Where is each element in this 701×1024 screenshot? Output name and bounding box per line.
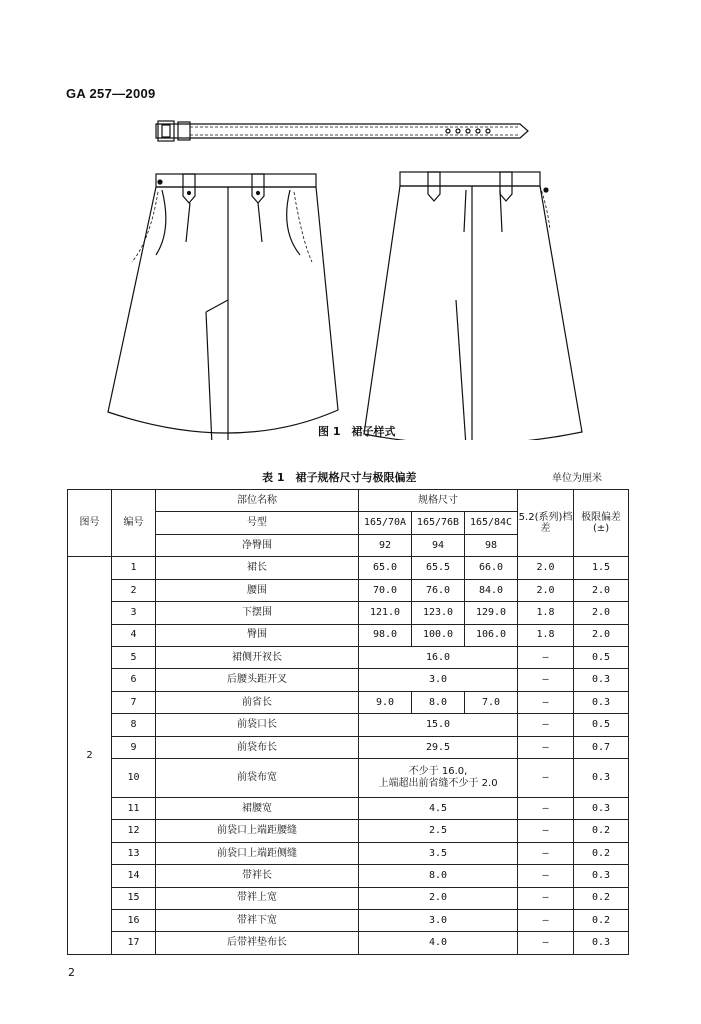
standard-code: GA 257—2009 [66, 86, 156, 101]
row-tolerance: 1.5 [574, 557, 629, 579]
row-tolerance: 0.3 [574, 865, 629, 887]
table-unit: 单位为厘米 [552, 473, 602, 484]
header-tolerance: 极限偏差(±) [574, 490, 629, 557]
belt-illustration [156, 121, 528, 141]
row-value-merged: 2.0 [359, 887, 518, 909]
row-value-merged: 4.0 [359, 932, 518, 955]
row-value-merged: 3.0 [359, 909, 518, 931]
row-grade: 2.0 [518, 557, 574, 579]
table-caption: 表 1 裙子规格尺寸与极限偏差 [262, 471, 417, 484]
row-tolerance: 2.0 [574, 624, 629, 646]
row-no: 10 [112, 759, 156, 798]
row-grade: — [518, 714, 574, 736]
back-skirt [364, 172, 582, 440]
row-no: 4 [112, 624, 156, 646]
net-hip-1: 92 [359, 534, 412, 556]
row-tolerance: 0.3 [574, 691, 629, 713]
net-hip-2: 94 [412, 534, 465, 556]
row-no: 12 [112, 820, 156, 842]
row-name: 裙腰宽 [156, 797, 359, 819]
row-name: 裙侧开衩长 [156, 646, 359, 668]
row-tolerance: 0.2 [574, 842, 629, 864]
row-grade: 1.8 [518, 602, 574, 624]
row-tolerance: 0.5 [574, 646, 629, 668]
size-3: 165/84C [465, 512, 518, 534]
figure-ref: 2 [68, 557, 112, 955]
row-no: 6 [112, 669, 156, 691]
row-value: 106.0 [465, 624, 518, 646]
row-value: 100.0 [412, 624, 465, 646]
row-grade: — [518, 797, 574, 819]
row-name: 前袋口长 [156, 714, 359, 736]
row-tolerance: 0.3 [574, 759, 629, 798]
row-name: 腰围 [156, 579, 359, 601]
row-value: 84.0 [465, 579, 518, 601]
row-tolerance: 0.3 [574, 669, 629, 691]
row-grade: 1.8 [518, 624, 574, 646]
row-tolerance: 0.3 [574, 932, 629, 955]
row-grade: 2.0 [518, 579, 574, 601]
row-no: 14 [112, 865, 156, 887]
size-2: 165/76B [412, 512, 465, 534]
row-value-merged [359, 759, 518, 798]
row-grade: — [518, 759, 574, 798]
header-spec-size: 规格尺寸 [359, 490, 518, 512]
row-value-merged: 8.0 [359, 865, 518, 887]
row-value: 121.0 [359, 602, 412, 624]
row-name: 带袢上宽 [156, 887, 359, 909]
row-no: 16 [112, 909, 156, 931]
row-tolerance: 0.2 [574, 909, 629, 931]
row-value-merged: 3.0 [359, 669, 518, 691]
row-no: 17 [112, 932, 156, 955]
row-value: 65.5 [412, 557, 465, 579]
row-value: 9.0 [359, 691, 412, 713]
row-no: 2 [112, 579, 156, 601]
row-tolerance: 2.0 [574, 579, 629, 601]
row-tolerance: 0.3 [574, 797, 629, 819]
skirt-figure [0, 0, 701, 440]
spec-table [67, 489, 629, 955]
row-value: 123.0 [412, 602, 465, 624]
size-1: 165/70A [359, 512, 412, 534]
row-name: 下摆围 [156, 602, 359, 624]
row-value-merged: 15.0 [359, 714, 518, 736]
row-no: 1 [112, 557, 156, 579]
row-name: 前袋布宽 [156, 759, 359, 798]
row-value-merged: 2.5 [359, 820, 518, 842]
header-figure-no: 图号 [68, 490, 112, 557]
row-name: 后腰头距开叉 [156, 669, 359, 691]
row-value-merged: 4.5 [359, 797, 518, 819]
row-value-merged: 16.0 [359, 646, 518, 668]
row-grade: — [518, 887, 574, 909]
row-no: 8 [112, 714, 156, 736]
row-grade: — [518, 932, 574, 955]
row-value-merged: 3.5 [359, 842, 518, 864]
row-value: 98.0 [359, 624, 412, 646]
row-no: 5 [112, 646, 156, 668]
row-grade: — [518, 646, 574, 668]
row-value-line-2: 上端超出前省缝不少于 2.0 [378, 777, 498, 789]
row-tolerance: 0.2 [574, 820, 629, 842]
row-value: 76.0 [412, 579, 465, 601]
row-no: 15 [112, 887, 156, 909]
row-no: 3 [112, 602, 156, 624]
row-name: 前袋口上端距腰缝 [156, 820, 359, 842]
row-grade: — [518, 736, 574, 758]
row-name: 后带袢垫布长 [156, 932, 359, 955]
row-tolerance: 2.0 [574, 602, 629, 624]
row-grade: — [518, 669, 574, 691]
page-number: 2 [68, 966, 75, 979]
header-net-hip: 净臀围 [156, 534, 359, 556]
row-value: 7.0 [465, 691, 518, 713]
row-name: 带袢长 [156, 865, 359, 887]
front-skirt [108, 174, 338, 440]
row-name: 前袋口上端距侧缝 [156, 842, 359, 864]
row-name: 臀围 [156, 624, 359, 646]
row-name: 裙长 [156, 557, 359, 579]
row-no: 7 [112, 691, 156, 713]
header-size-code: 号型 [156, 512, 359, 534]
row-no: 13 [112, 842, 156, 864]
row-value-line-1: 不少于 16.0, [408, 766, 468, 778]
row-tolerance: 0.7 [574, 736, 629, 758]
row-name: 前袋布长 [156, 736, 359, 758]
row-grade: — [518, 691, 574, 713]
row-grade: — [518, 820, 574, 842]
row-grade: — [518, 842, 574, 864]
row-name: 前省长 [156, 691, 359, 713]
row-tolerance: 0.2 [574, 887, 629, 909]
row-grade: — [518, 865, 574, 887]
header-part-name: 部位名称 [156, 490, 359, 512]
row-value: 8.0 [412, 691, 465, 713]
figure-caption: 图 1 裙子样式 [318, 425, 396, 438]
row-value: 129.0 [465, 602, 518, 624]
net-hip-3: 98 [465, 534, 518, 556]
row-value-merged: 29.5 [359, 736, 518, 758]
row-grade: — [518, 909, 574, 931]
row-tolerance: 0.5 [574, 714, 629, 736]
header-grade: 5.2(系列)档差 [518, 490, 574, 557]
row-value: 65.0 [359, 557, 412, 579]
header-item-no: 编号 [112, 490, 156, 557]
row-no: 11 [112, 797, 156, 819]
row-no: 9 [112, 736, 156, 758]
row-value: 66.0 [465, 557, 518, 579]
row-value: 70.0 [359, 579, 412, 601]
row-name: 带袢下宽 [156, 909, 359, 931]
